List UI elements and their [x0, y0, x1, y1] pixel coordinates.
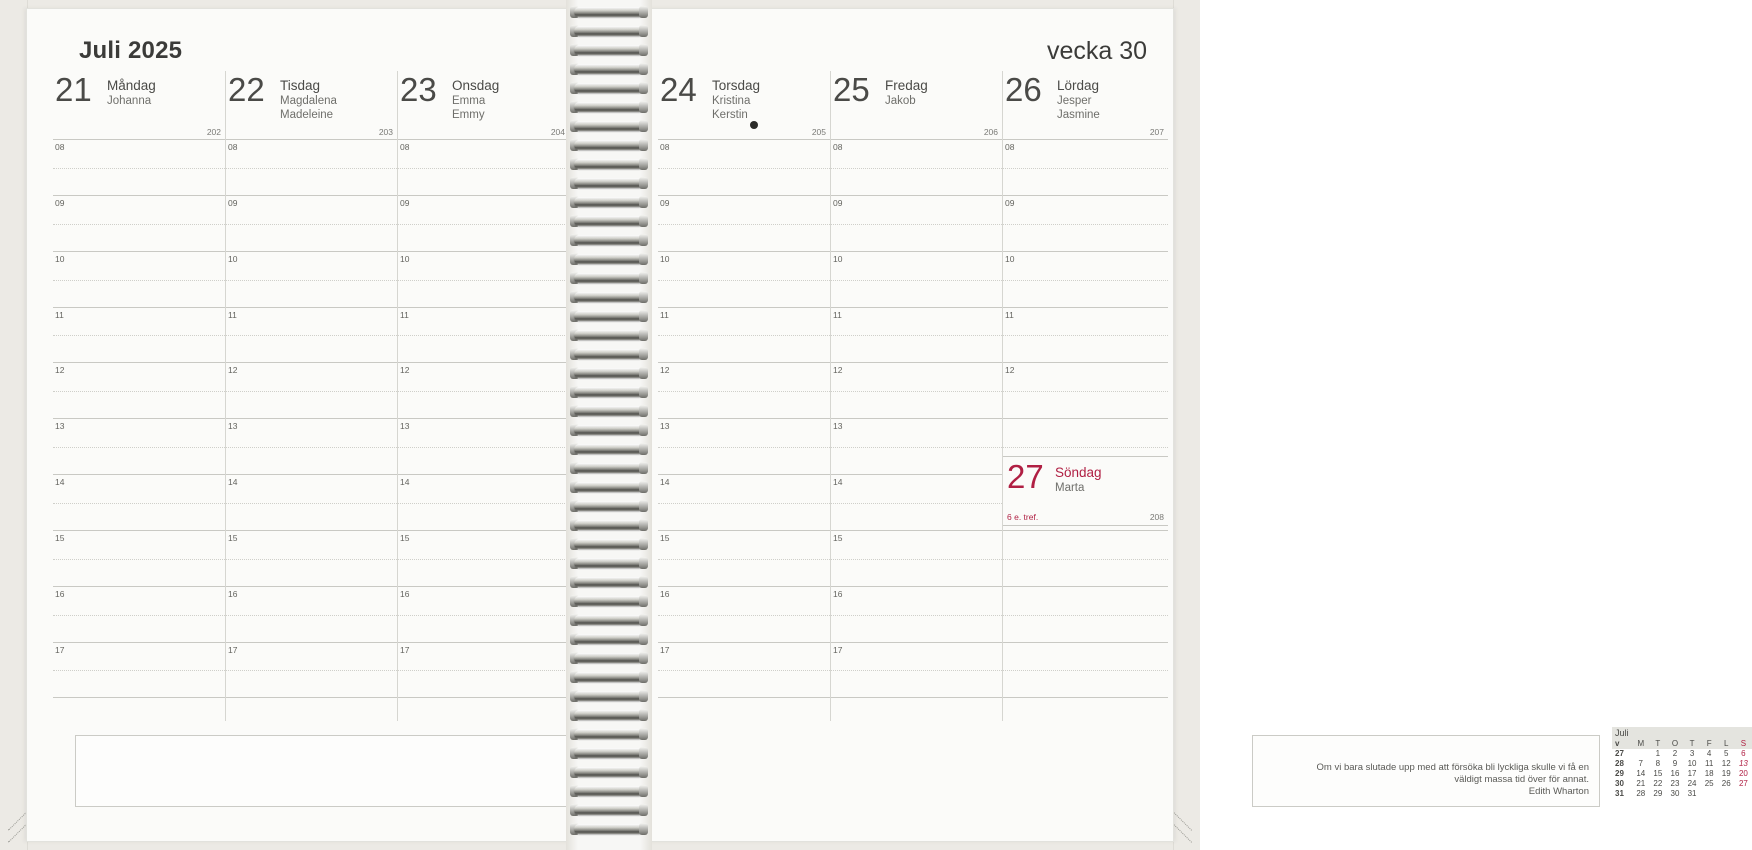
- spiral-ring: [574, 6, 644, 19]
- date-cell[interactable]: 23: [1670, 779, 1680, 788]
- hour-grid[interactable]: [398, 139, 569, 721]
- hour-label: 10: [833, 253, 843, 264]
- hour-label: 17: [833, 644, 843, 655]
- day-header: [831, 71, 1002, 139]
- hour-label: 17: [55, 644, 65, 655]
- day-block-sunday[interactable]: [1003, 456, 1168, 526]
- spiral-ring: [574, 462, 644, 475]
- day-of-year: 204: [550, 127, 565, 137]
- liturgical-note: 6 e. tref.: [1007, 512, 1039, 522]
- spiral-ring: [574, 196, 644, 209]
- date-cell[interactable]: 2: [1672, 749, 1678, 758]
- week-number-cell: 28: [1615, 759, 1624, 768]
- day-of-year: 202: [206, 127, 221, 137]
- day-number: 27: [1007, 458, 1044, 495]
- spiral-ring: [574, 82, 644, 95]
- hour-label: 09: [1005, 197, 1015, 208]
- spiral-ring: [574, 386, 644, 399]
- hour-label: 11: [55, 309, 64, 320]
- spiral-ring: [574, 519, 644, 532]
- date-cell[interactable]: 15: [1653, 769, 1663, 778]
- spiral-ring: [574, 709, 644, 722]
- hour-label: 14: [660, 477, 670, 488]
- hour-label: 13: [400, 421, 410, 432]
- name-days: Kristina Kerstin: [712, 95, 751, 121]
- week-number-cell: 30: [1615, 779, 1624, 788]
- hour-label: 13: [833, 421, 843, 432]
- day-name: Tisdag: [280, 78, 321, 93]
- hour-label: 16: [228, 588, 238, 599]
- hour-label: 14: [55, 477, 65, 488]
- week-number-cell: 31: [1615, 789, 1624, 798]
- column-header: F: [1701, 739, 1718, 749]
- spiral-ring: [574, 595, 644, 608]
- day-column-monday[interactable]: [53, 71, 225, 721]
- page-right: [596, 8, 1748, 842]
- date-cell[interactable]: 27: [1738, 779, 1748, 788]
- spiral-ring: [574, 101, 644, 114]
- date-cell[interactable]: 5: [1724, 749, 1729, 758]
- date-cell[interactable]: 4: [1706, 749, 1712, 758]
- date-cell[interactable]: 9: [1672, 759, 1678, 768]
- name-days: Jesper Jasmine: [1057, 95, 1100, 121]
- name-days: Jakob: [885, 95, 916, 107]
- notes-box-left[interactable]: [75, 735, 585, 807]
- date-cell[interactable]: [1735, 789, 1752, 799]
- date-cell[interactable]: 24: [1687, 779, 1697, 788]
- mini-calendar[interactable]: [1612, 727, 1752, 799]
- table-row: [1612, 739, 1752, 749]
- date-cell[interactable]: 13: [1738, 759, 1748, 768]
- day-number: 25: [833, 71, 870, 108]
- hour-grid[interactable]: [1003, 139, 1168, 721]
- hour-label: 10: [400, 253, 410, 264]
- spiral-ring: [574, 443, 644, 456]
- cover-edge-left: [0, 0, 28, 850]
- name-days: Marta: [1055, 482, 1085, 494]
- hour-label: 16: [400, 588, 410, 599]
- column-header: S: [1735, 739, 1752, 749]
- day-of-year: 207: [1149, 127, 1164, 137]
- name-days: Magdalena Madeleine: [280, 95, 337, 121]
- hour-label: 14: [833, 477, 843, 488]
- date-cell[interactable]: 17: [1687, 769, 1697, 778]
- name-days: Johanna: [107, 95, 152, 107]
- mini-calendar-title: Juli: [1612, 727, 1752, 739]
- spiral-ring: [574, 329, 644, 342]
- hour-label: 10: [660, 253, 670, 264]
- month-title: Juli 2025: [79, 37, 183, 64]
- page-left: [26, 8, 586, 842]
- day-of-year: 206: [983, 127, 998, 137]
- column-header: L: [1718, 739, 1735, 749]
- date-cell[interactable]: 11: [1705, 759, 1714, 768]
- hour-label: 17: [228, 644, 238, 655]
- date-cell[interactable]: 10: [1687, 759, 1697, 768]
- spiral-ring: [574, 500, 644, 513]
- date-cell[interactable]: 28: [1636, 789, 1646, 798]
- day-number: 21: [55, 71, 92, 108]
- hour-grid[interactable]: [658, 139, 830, 721]
- hour-label: 09: [660, 197, 670, 208]
- hour-label: 08: [400, 142, 410, 152]
- column-header: v: [1612, 739, 1632, 749]
- date-cell[interactable]: [1718, 789, 1735, 799]
- spiral-binding: [566, 0, 652, 850]
- date-cell[interactable]: 3: [1689, 749, 1695, 758]
- date-cell[interactable]: 12: [1721, 759, 1731, 768]
- column-header: T: [1684, 739, 1701, 749]
- spiral-ring: [574, 63, 644, 76]
- day-number: 26: [1005, 71, 1042, 108]
- spiral-ring: [574, 576, 644, 589]
- notes-box-right[interactable]: [1252, 735, 1600, 807]
- hour-label: 15: [833, 532, 843, 543]
- spiral-ring: [574, 272, 644, 285]
- hour-label: 16: [55, 588, 65, 599]
- hour-label: 13: [228, 421, 238, 432]
- spiral-ring: [574, 367, 644, 380]
- table-row: [1612, 789, 1752, 799]
- hour-label: 12: [833, 365, 843, 376]
- spiral-ring: [574, 690, 644, 703]
- column-header: O: [1666, 739, 1683, 749]
- date-cell[interactable]: 7: [1638, 759, 1643, 768]
- spiral-ring: [574, 766, 644, 779]
- day-header: [658, 71, 830, 139]
- date-cell[interactable]: 16: [1670, 769, 1680, 778]
- hour-label: 16: [833, 588, 843, 599]
- hour-label: 11: [660, 309, 669, 320]
- spiral-ring: [574, 253, 644, 266]
- hour-label: 12: [55, 365, 65, 376]
- day-name: Lördag: [1057, 78, 1100, 93]
- day-column-saturday[interactable]: [1002, 71, 1168, 721]
- spiral-ring: [574, 652, 644, 665]
- hour-label: 11: [833, 309, 842, 320]
- hour-label: 12: [228, 365, 238, 376]
- spiral-ring: [574, 405, 644, 418]
- date-cell[interactable]: 14: [1636, 769, 1646, 778]
- new-moon-icon: [750, 121, 758, 129]
- day-name: Onsdag: [452, 78, 500, 93]
- spiral-ring: [574, 614, 644, 627]
- date-cell[interactable]: [1632, 749, 1649, 759]
- week-number: vecka 30: [1046, 37, 1147, 65]
- date-cell[interactable]: 31: [1687, 789, 1697, 798]
- date-cell[interactable]: 8: [1655, 759, 1661, 768]
- hour-label: 12: [660, 365, 670, 376]
- hour-grid[interactable]: [53, 139, 225, 721]
- hour-label: 08: [228, 142, 238, 152]
- spiral-ring: [574, 823, 644, 836]
- date-cell[interactable]: 26: [1721, 779, 1731, 788]
- hour-label: 16: [660, 588, 670, 599]
- day-name: Måndag: [107, 78, 156, 93]
- day-number: 23: [400, 71, 437, 108]
- name-days: Emma Emmy: [452, 95, 486, 121]
- table-row: [1612, 779, 1752, 789]
- spiral-ring: [574, 215, 644, 228]
- hour-label: 10: [55, 253, 65, 264]
- day-of-year: 205: [811, 127, 826, 137]
- date-cell[interactable]: 21: [1636, 779, 1646, 788]
- hour-label: 15: [228, 532, 238, 543]
- spiral-ring: [574, 538, 644, 551]
- week-number-cell: 29: [1615, 769, 1624, 778]
- spiral-ring: [574, 633, 644, 646]
- spiral-ring: [574, 557, 644, 570]
- spiral-ring: [574, 139, 644, 152]
- hour-label: 15: [400, 532, 410, 543]
- hour-label: 14: [400, 477, 410, 488]
- hour-label: 13: [660, 421, 670, 432]
- spiral-ring: [574, 44, 644, 57]
- cover-edge-right: [1173, 0, 1200, 850]
- hour-label: 08: [1005, 142, 1015, 152]
- date-cell[interactable]: 1: [1655, 749, 1661, 758]
- column-header: M: [1632, 739, 1649, 749]
- hour-label: 15: [55, 532, 65, 543]
- hour-label: 11: [400, 309, 409, 320]
- day-of-year: 203: [378, 127, 393, 137]
- day-header: [226, 71, 397, 139]
- mini-calendar-table: [1612, 739, 1752, 799]
- hour-label: 13: [55, 421, 65, 432]
- date-cell[interactable]: [1701, 789, 1718, 799]
- hour-label: 17: [660, 644, 670, 655]
- spiral-ring: [574, 348, 644, 361]
- spiral-ring: [574, 728, 644, 741]
- hour-label: 09: [55, 197, 65, 208]
- table-row: [1612, 749, 1752, 759]
- day-header: [398, 71, 569, 139]
- column-header: T: [1649, 739, 1666, 749]
- spiral-ring: [574, 481, 644, 494]
- date-cell[interactable]: 20: [1738, 769, 1748, 778]
- spiral-ring: [574, 158, 644, 171]
- hour-label: 14: [228, 477, 238, 488]
- date-cell[interactable]: 19: [1721, 769, 1731, 778]
- hour-label: 08: [55, 142, 65, 152]
- hour-label: 15: [660, 532, 670, 543]
- day-name: Fredag: [885, 78, 928, 93]
- day-number: 24: [660, 71, 697, 108]
- hour-label: 08: [660, 142, 670, 152]
- hour-label: 11: [1005, 309, 1014, 320]
- day-header: [53, 71, 225, 139]
- spiral-ring: [574, 291, 644, 304]
- day-of-year: 208: [1149, 512, 1164, 522]
- week-number-cell: 27: [1615, 749, 1624, 758]
- day-name: Söndag: [1055, 465, 1102, 480]
- hour-grid[interactable]: [831, 139, 1002, 721]
- hour-label: 12: [400, 365, 410, 376]
- day-name: Torsdag: [712, 78, 761, 93]
- hour-label: 09: [400, 197, 410, 208]
- date-cell[interactable]: 30: [1670, 789, 1680, 798]
- day-column-thursday[interactable]: [658, 71, 830, 721]
- spiral-ring: [574, 671, 644, 684]
- spiral-ring: [574, 747, 644, 760]
- quote-text: Om vi bara slutade upp med att försöka bli lyckliga skulle vi få en väldigt massa tid över för annat.: [1316, 762, 1589, 785]
- hour-label: 09: [833, 197, 843, 208]
- quote-block: [1289, 762, 1589, 798]
- hour-label: 12: [1005, 365, 1015, 376]
- hour-label: 10: [228, 253, 238, 264]
- spiral-ring: [574, 424, 644, 437]
- date-cell[interactable]: 25: [1704, 779, 1714, 788]
- hour-grid[interactable]: [226, 139, 397, 721]
- spiral-ring: [574, 25, 644, 38]
- spiral-ring: [574, 120, 644, 133]
- spiral-ring: [574, 177, 644, 190]
- quote-author: Edith Wharton: [1528, 786, 1589, 797]
- hour-label: 11: [228, 309, 237, 320]
- date-cell[interactable]: 29: [1653, 789, 1663, 798]
- date-cell[interactable]: 18: [1704, 769, 1714, 778]
- hour-label: 10: [1005, 253, 1015, 264]
- date-cell[interactable]: 22: [1653, 779, 1663, 788]
- day-number: 22: [228, 71, 265, 108]
- table-row: [1612, 769, 1752, 779]
- hour-label: 08: [833, 142, 843, 152]
- spiral-ring: [574, 234, 644, 247]
- day-column-tuesday[interactable]: [225, 71, 397, 721]
- day-header: [1003, 71, 1168, 139]
- spiral-ring: [574, 785, 644, 798]
- day-column-friday[interactable]: [830, 71, 1002, 721]
- hour-label: 09: [228, 197, 238, 208]
- spiral-ring: [574, 804, 644, 817]
- day-column-wednesday[interactable]: [397, 71, 569, 721]
- date-cell[interactable]: 6: [1741, 749, 1746, 758]
- table-row: [1612, 759, 1752, 769]
- hour-label: 17: [400, 644, 410, 655]
- spiral-ring: [574, 310, 644, 323]
